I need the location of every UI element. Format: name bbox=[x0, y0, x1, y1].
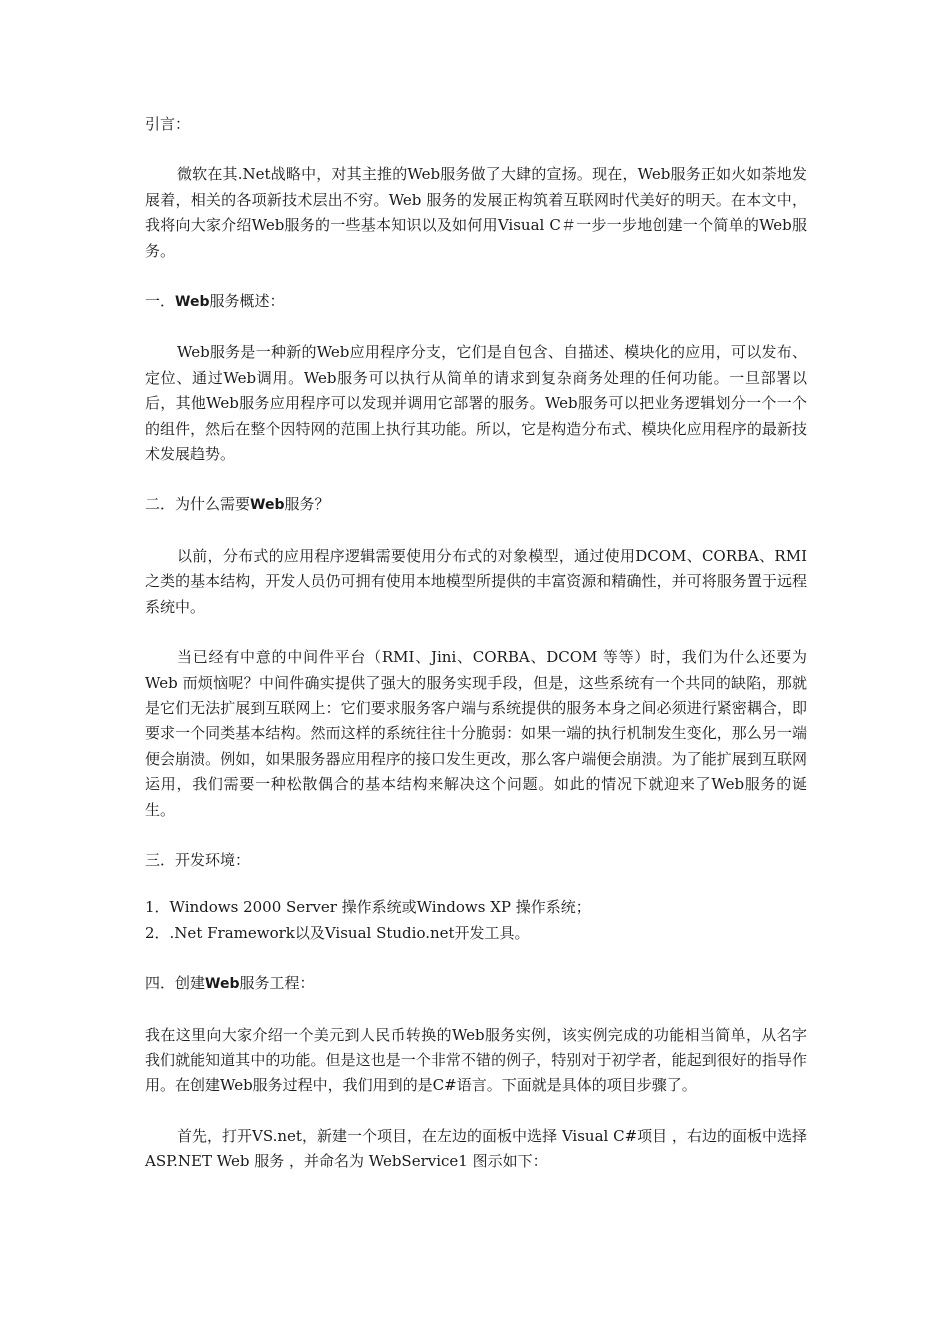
intro-label: 引言： bbox=[145, 115, 191, 133]
section4-heading bbox=[145, 971, 807, 997]
section1-prefix: 一． bbox=[145, 292, 176, 311]
section4-paragraph-2: 首先，打开VS.net，新建一个项目，在左边的面板中选择 Visual C#项目 ，右边的面板中选择 ASP.NET Web 服务 ，并命名为 WebService1 图示如下： bbox=[145, 1126, 807, 1171]
list-item: 1．Windows 2000 Server 操作系统或Windows XP 操作系统； bbox=[145, 898, 591, 917]
document-page bbox=[145, 112, 807, 1175]
section1-suffix: 服务概述： bbox=[209, 292, 285, 311]
section2-paragraph-2: 当已经有中意的中间件平台（RMI、Jini、CORBA、DCOM 等等）时，我们为什么还要为Web 而烦恼呢？中间件确实提供了强大的服务实现手段，但是，这些系统有一个共同的缺陷，那就是它们无法扩展到互联网上：它们要求服务客户端与系统提供的服务本身之间必须进行紧密耦合，即要求一个同类基本结构。然而这样的系统往往十分脆弱：如果一端的执行机制发生变化，那么另一端便会崩溃。例如，如果服务器应用程序的接口发生更改，那么客户端便会崩溃。为了能扩展到互联网运用，我们需要一种松散偶合的基本结构来解决这个问题。如此的情况下就迎来了Web服务的诞生。 bbox=[145, 648, 807, 819]
section4-bold: Web bbox=[205, 976, 240, 993]
section2-suffix: 服务？ bbox=[284, 495, 330, 514]
section2-paragraph-1: 以前，分布式的应用程序逻辑需要使用分布式的对象模型，通过使用DCOM、CORBA、RMI之类的基本结构，开发人员仍可拥有使用本地模型所提供的丰富资源和精确性，并可将服务置于远程系统中。 bbox=[145, 546, 807, 616]
list-item: 2．.Net Framework以及Visual Studio.net开发工具。 bbox=[145, 923, 530, 942]
section4-prefix: 四．创建 bbox=[145, 974, 206, 993]
section1-heading bbox=[145, 289, 807, 315]
section3-heading: 三．开发环境： bbox=[145, 850, 251, 869]
section2-prefix: 二．为什么需要 bbox=[145, 495, 251, 514]
section2-heading bbox=[145, 492, 807, 518]
section4-suffix: 服务工程： bbox=[239, 974, 315, 993]
section2-bold: Web bbox=[250, 497, 285, 514]
intro-paragraph: 微软在其.Net战略中，对其主推的Web服务做了大肆的宣扬。现在，Web服务正如火如荼地发展着，相关的各项新技术层出不穷。Web 服务的发展正构筑着互联网时代美好的明天。在本文中，我将向大家介绍Web服务的一些基本知识以及如何用Visual C＃一步一步地创建一个简单的Web服务。 bbox=[145, 165, 807, 260]
section1-bold: Web bbox=[175, 294, 210, 311]
section4-paragraph-1: 我在这里向大家介绍一个美元到人民币转换的Web服务实例，该实例完成的功能相当简单，从名字我们就能知道其中的功能。但是这也是一个非常不错的例子，特别对于初学者，能起到很好的指导作用。在创建Web服务过程中，我们用到的是C#语言。下面就是具体的项目步骤了。 bbox=[145, 1025, 807, 1095]
section1-paragraph: Web服务是一种新的Web应用程序分支，它们是自包含、自描述、模块化的应用，可以发布、定位、通过Web调用。Web服务可以执行从简单的请求到复杂商务处理的任何功能。一旦部署以后，其他Web服务应用程序可以发现并调用它部署的服务。Web服务可以把业务逻辑划分一个一个的组件，然后在整个因特网的范围上执行其功能。所以，它是构造分布式、模块化应用程序的最新技术发展趋势。 bbox=[145, 343, 807, 464]
